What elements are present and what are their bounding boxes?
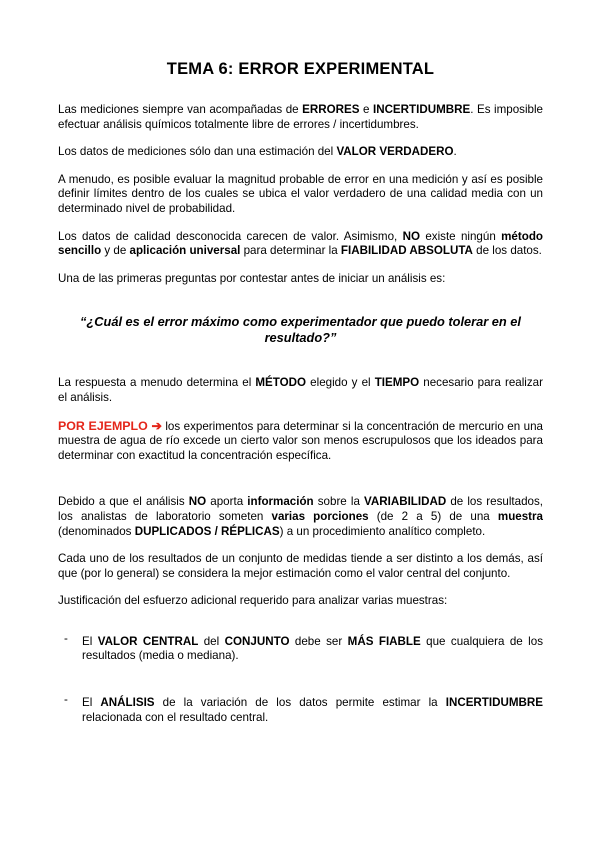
list-item — [64, 693, 543, 725]
paragraph-central-value: Cada uno de los resultados de un conjunto de medidas tiende a ser distinto a los demás, así que (por lo general) se considera la mejor estimación como el valor central del conjunto. — [58, 552, 543, 580]
paragraph-method-time: La respuesta a menudo determina el MÉTODO elegido y el TIEMPO necesario para realizar el análisis. — [58, 376, 543, 404]
paragraph-true-value: Los datos de mediciones sólo dan una estimación del VALOR VERDADERO. — [58, 145, 457, 159]
example-label: POR EJEMPLO ➔ — [58, 418, 162, 433]
page-title: TEMA 6: ERROR EXPERIMENTAL — [166, 60, 435, 78]
document-page — [58, 60, 543, 725]
paragraph-replicates: Debido a que el análisis NO aporta información sobre la VARIABILIDAD de los resultados, los analistas de laboratorio someten varias porciones (de 2 a 5) de una muestra (denominados DUPLICADOS / RÉPLICAS) a un procedimiento analítico completo. — [58, 495, 543, 538]
paragraph-errors: Las mediciones siempre van acompañadas de ERRORES e INCERTIDUMBRE. Es imposible efectuar análisis químicos totalmente libre de errores / incertidumbres. — [58, 103, 544, 131]
paragraph-first-question: Una de las primeras preguntas por contestar antes de iniciar un análisis es: — [58, 271, 446, 285]
paragraph-reliability: Los datos de calidad desconocida carecen de valor. Asimismo, NO existe ningún método sencillo y de aplicación universal para determinar la FIABILIDAD ABSOLUTA de los datos. — [58, 229, 543, 258]
paragraph-error-magnitude: A menudo, es posible evaluar la magnitud probable de error en una medición y así es posible definir límites dentro de los cuales se ubica el valor verdadero de una calidad media con un determinado nivel de probabilidad. — [58, 172, 543, 215]
bullet-dash: - — [64, 693, 68, 707]
paragraph-justification: Justificación del esfuerzo adicional requerido para analizar varias muestras: — [58, 594, 448, 608]
key-question-quote: “¿Cuál es el error máximo como experimentador que puedo tolerar en el resultado?” — [80, 314, 521, 346]
paragraph-example: POR EJEMPLO ➔ los experimentos para determinar si la concentración de mercurio en una muestra de agua de río excede un cierto valor son menos escrupulosos que los ideados para determinar con exactitud la concentración específica. — [58, 418, 543, 462]
bullet-dash: - — [64, 631, 68, 645]
list-item-text: El VALOR CENTRAL del CONJUNTO debe ser MÁS FIABLE que cualquiera de los resultados (media o mediana). — [82, 634, 544, 663]
list-item — [64, 631, 544, 664]
list-item-text: El ANÁLISIS de la variación de los datos permite estimar la INCERTIDUMBRE relacionada con el resultado central. — [82, 696, 543, 724]
